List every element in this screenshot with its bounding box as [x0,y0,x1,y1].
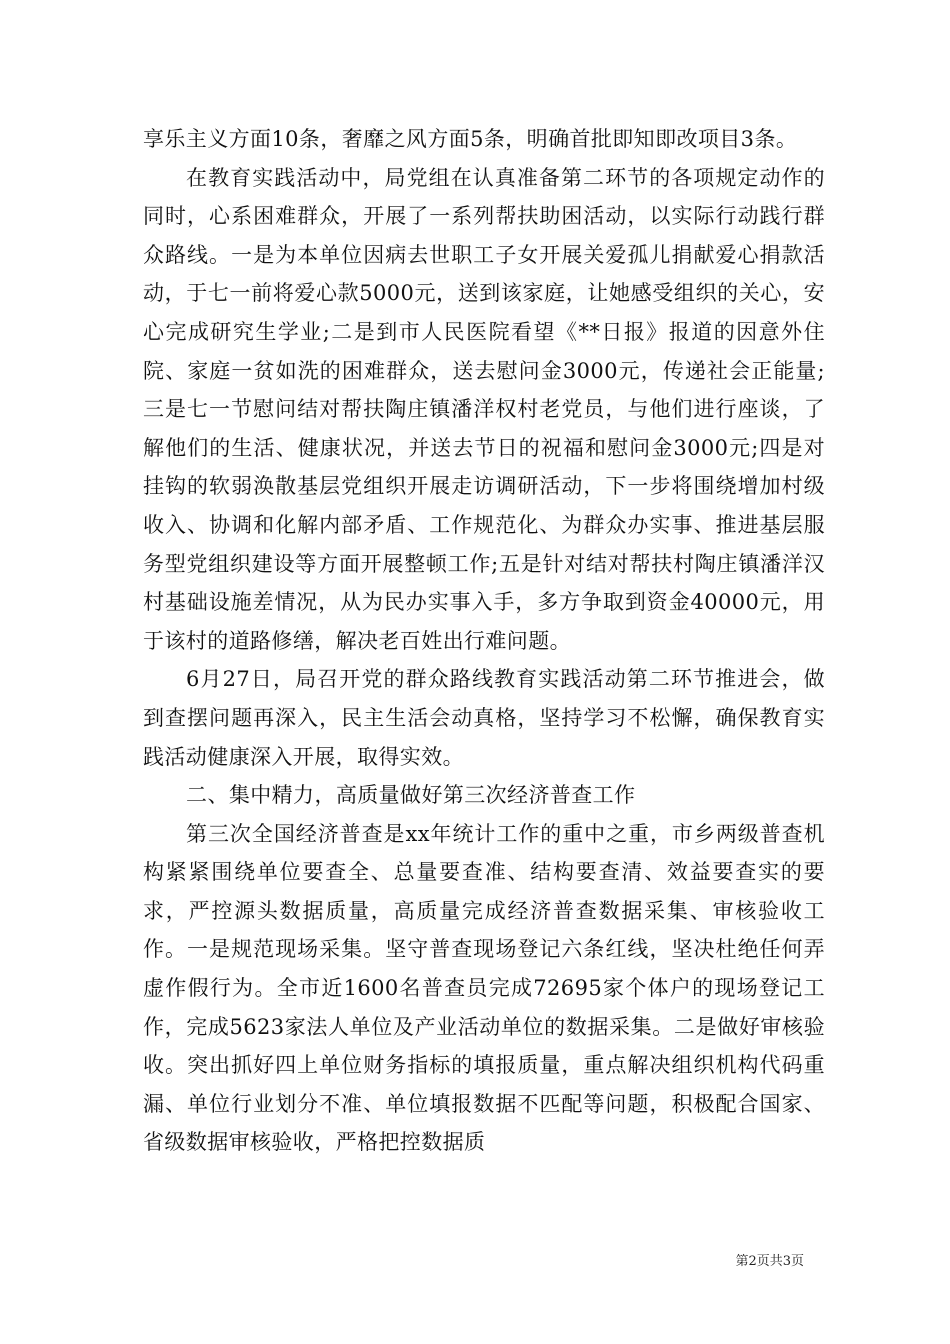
section-heading: 二、集中精力，高质量做好第三次经济普查工作 [186,783,636,808]
paragraph-3: 6月27日，局召开党的群众路线教育实践活动第二环节推进会，做到查摆问题再深入，民主生活会动真格，坚持学习不松懈，确保教育实践活动健康深入开展，取得实效。 [143,667,825,769]
page-number-footer: 第2页共3页 [735,1254,804,1269]
paragraph-2: 在教育实践活动中，局党组在认真准备第二环节的各项规定动作的同时，心系困难群众，开展了一系列帮扶助困活动，以实际行动践行群众路线。一是为本单位因病去世职工子女开展关爱孤儿捐献爱心捐款活动，于七一前将爱心款5000元，送到该家庭，让她感受组织的关心，安心完成研究生学业;二是到市人民医院看望《**日报》报道的因意外住院、家庭一贫如洗的困难群众，送去慰问金3000元，传递社会正能量;三是七一节慰问结对帮扶陶庄镇潘洋权村老党员，与他们进行座谈，了解他们的生活、健康状况，并送去节日的祝福和慰问金3000元;四是对挂钩的软弱涣散基层党组织开展走访调研活动，下一步将围绕增加村级收入、协调和化解内部矛盾、工作规范化、为群众办实事、推进基层服务型党组织建设等方面开展整顿工作;五是针对结对帮扶村陶庄镇潘洋汉村基础设施差情况，从为民办实事入手，多方争取到资金40000元，用于该村的道路修缮，解决老百姓出行难问题。 [143,165,825,653]
document-body [143,120,825,1162]
paragraph-1: 享乐主义方面10条，奢靡之风方面5条，明确首批即知即改项目3条。 [143,127,798,151]
paragraph-4: 第三次全国经济普查是xx年统计工作的重中之重，市乡两级普查机构紧紧围绕单位要查全、总量要查准、结构要查清、效益要查实的要求，严控源头数据质量，高质量完成经济普查数据采集、审核验收工作。一是规范现场采集。坚守普查现场登记六条红线，坚决杜绝任何弄虚作假行为。全市近1600名普查员完成72695家个体户的现场登记工作，完成5623家法人单位及产业活动单位的数据采集。二是做好审核验收。突出抓好四上单位财务指标的填报质量，重点解决组织机构代码重漏、单位行业划分不准、单位填报数据不匹配等问题，积极配合国家、省级数据审核验收，严格把控数据质 [143,821,825,1155]
